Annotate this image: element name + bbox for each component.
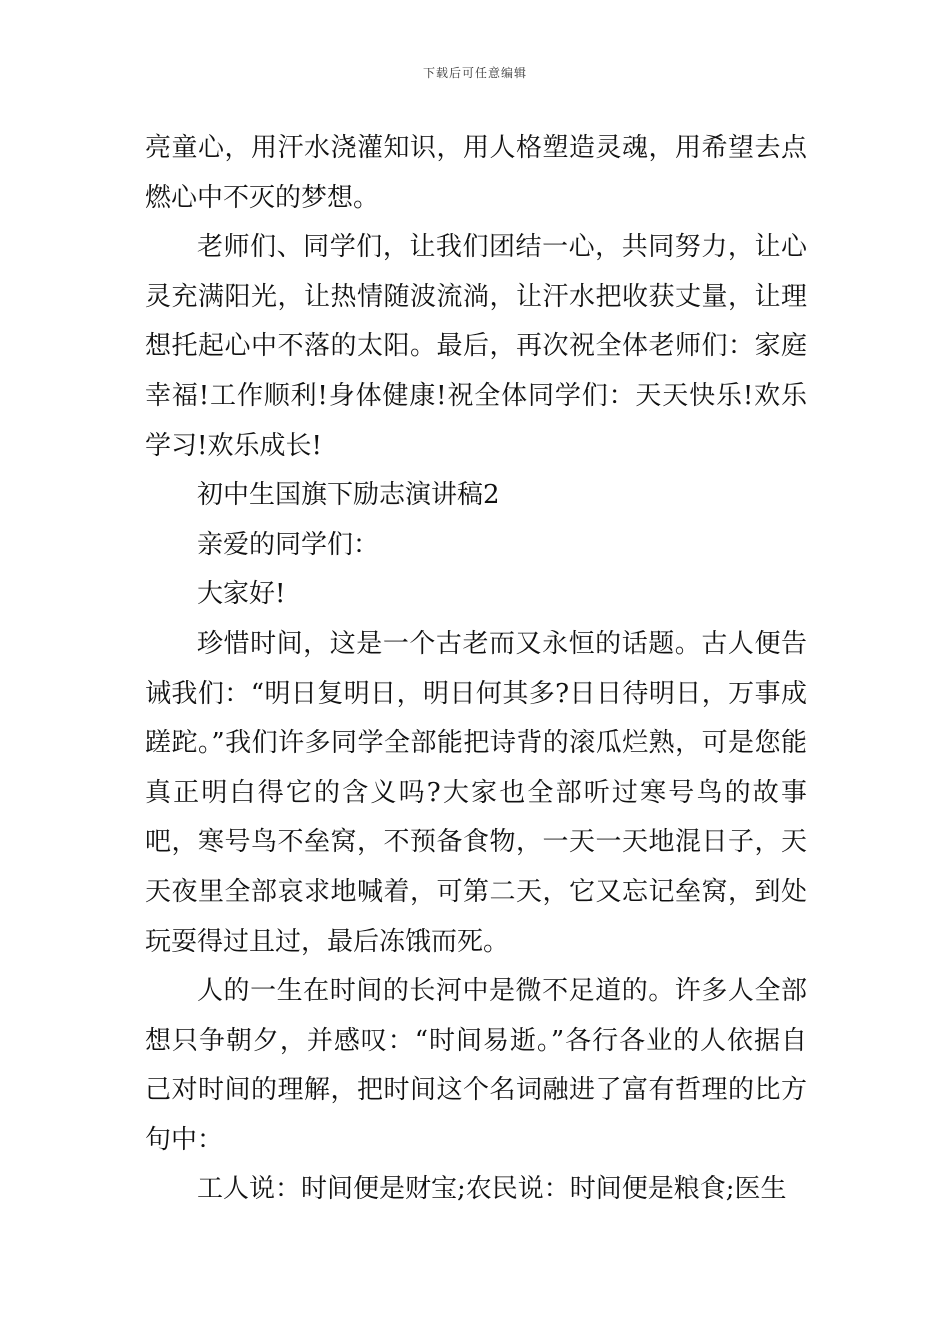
document-body [145,124,807,1215]
page-header-note: 下载后可任意编辑 [422,66,527,80]
paragraph-metaphors: 工人说：时间便是财宝;农民说：时间便是粮食;医生 [197,1174,787,1205]
section-title: 初中生国旗下励志演讲稿2 [197,480,500,511]
paragraph-time: 珍惜时间，这是一个古老而又永恒的话题。古人便告诫我们：“明日复明日，明日何其多?日日待明日，万事成蹉跎。”我们许多同学全部能把诗背的滚瓜烂熟，可是您能真正明白得它的含义吗?大家也全部听过寒号鸟的故事吧，寒号鸟不垒窝，不预备食物，一天一天地混日子，天天夜里全部哀求地喊着，可第二天，它又忘记垒窝，到处玩耍得过且过，最后冻饿而死。 [145,628,807,957]
paragraph-continuation: 亮童心，用汗水浇灌知识，用人格塑造灵魂，用希望去点燃心中不灭的梦想。 [145,133,807,213]
paragraph-life: 人的一生在时间的长河中是微不足道的。许多人全部想只争朝夕，并感叹：“时间易逝。”各行各业的人依据自己对时间的理解，把时间这个名词融进了富有哲理的比方句中： [145,976,807,1155]
salutation: 亲爱的同学们： [197,529,380,560]
paragraph-closing: 老师们、同学们，让我们团结一心，共同努力，让心灵充满阳光，让热情随波流淌，让汗水把收获丈量，让理想托起心中不落的太阳。最后，再次祝全体老师们：家庭幸福!工作顺利!身体健康!祝全体同学们：天天快乐!欢乐学习!欢乐成长! [145,232,807,461]
greeting: 大家好! [197,579,286,610]
